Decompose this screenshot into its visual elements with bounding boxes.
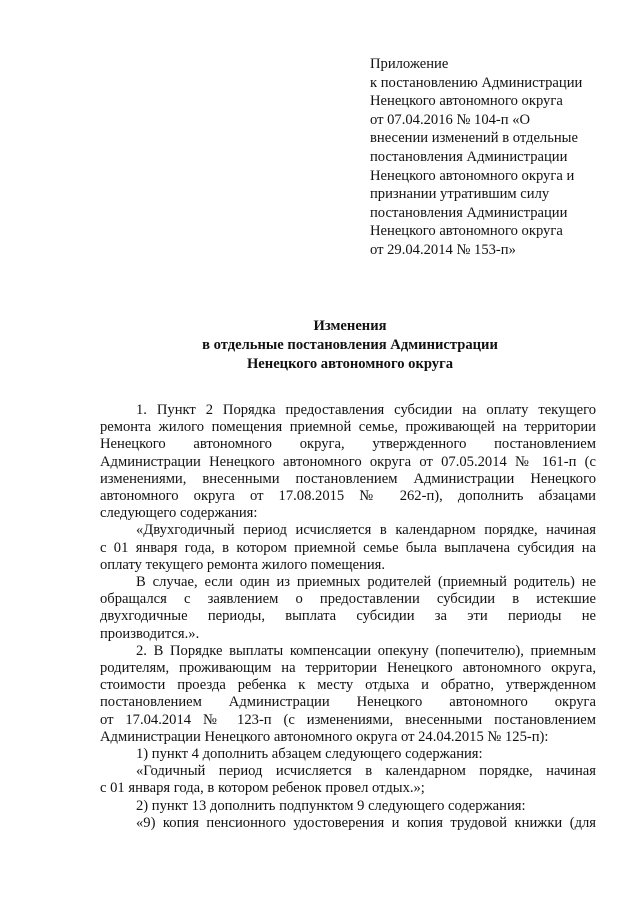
heading-line: Изменения [313, 318, 387, 334]
body-line: 1) пункт 4 дополнить абзацем следующего содержания: [136, 746, 483, 763]
body-line: с 01 января года, в котором ребенок провел отдых.»; [100, 780, 425, 797]
body-line: обращался с заявлением о предоставлении субсидии в истекшие [100, 591, 596, 608]
appendix-line: от 29.04.2014 № 153-п» [370, 241, 516, 258]
appendix-line: постановления Администрации [370, 148, 568, 165]
body-line: с 01 января года, в котором приемной семье была выплачена субсидия на [100, 539, 596, 556]
body-line: от 17.04.2014 № 123-п (с изменениями, внесенными постановлением [100, 711, 596, 728]
body-line: В случае, если один из приемных родителей (приемный родитель) не [136, 574, 596, 591]
appendix-line: внесении изменений в отдельные [370, 130, 578, 147]
appendix-note [370, 55, 610, 260]
body-line: 1. Пункт 2 Порядка предоставления субсидии на оплату текущего [136, 402, 596, 418]
body-line: ремонта жилого помещения приемной семье, проживающей на территории [100, 419, 596, 436]
appendix-line: Ненецкого автономного округа и [370, 167, 575, 184]
body-line: родителям, проживающим на территории Ненецкого автономного округа, [100, 660, 596, 677]
body-line: «Двухгодичный период исчисляется в календарном порядке, начиная [136, 522, 596, 539]
heading-line: в отдельные постановления Администрации [202, 337, 498, 353]
body-line: постановлением Администрации Ненецкого автономного округа [100, 694, 596, 711]
body-line: стоимости проезда ребенка к месту отдыха и обратно, утвержденном [100, 677, 596, 694]
body-line: 2) пункт 13 дополнить подпунктом 9 следующего содержания: [136, 797, 526, 814]
heading-line: Ненецкого автономного округа [246, 356, 454, 372]
body-line: Ненецкого автономного округа, утвержденного постановлением [100, 436, 596, 453]
appendix-line: постановления Администрации [370, 204, 568, 221]
body-line: производится.». [100, 625, 200, 642]
body-line: Администрации Ненецкого автономного округа от 24.04.2015 № 125-п): [100, 728, 549, 745]
appendix-line: Ненецкого автономного округа [370, 93, 563, 110]
appendix-line: признании утратившим силу [370, 186, 550, 203]
appendix-line: от 07.04.2016 № 104-п «О [370, 111, 531, 128]
appendix-line: Приложение [370, 56, 449, 72]
appendix-line: к постановлению Администрации [370, 74, 583, 91]
body-line: следующего содержания: [100, 505, 258, 522]
body-line: 2. В Порядке выплаты компенсации опекуну (попечителю), приемным [136, 642, 596, 659]
body-line: автономного округа от 17.08.2015 № 262-п), дополнить абзацами [100, 488, 596, 505]
body-line: двухгодичные периоды, выплата субсидии за эти периоды не [100, 608, 596, 625]
document-body [100, 402, 596, 832]
body-line: «Годичный период исчисляется в календарном порядке, начиная [136, 763, 596, 780]
document-heading [100, 317, 600, 374]
body-line: оплату текущего ремонта жилого помещения. [100, 556, 386, 573]
body-line: Администрации Ненецкого автономного округа от 07.05.2014 № 161-п (с [100, 453, 596, 470]
appendix-line: Ненецкого автономного округа [370, 223, 563, 240]
body-line: изменениями, внесенными постановлением Администрации Ненецкого [100, 470, 596, 487]
body-line: «9) копия пенсионного удостоверения и копия трудовой книжки (для [136, 814, 596, 831]
